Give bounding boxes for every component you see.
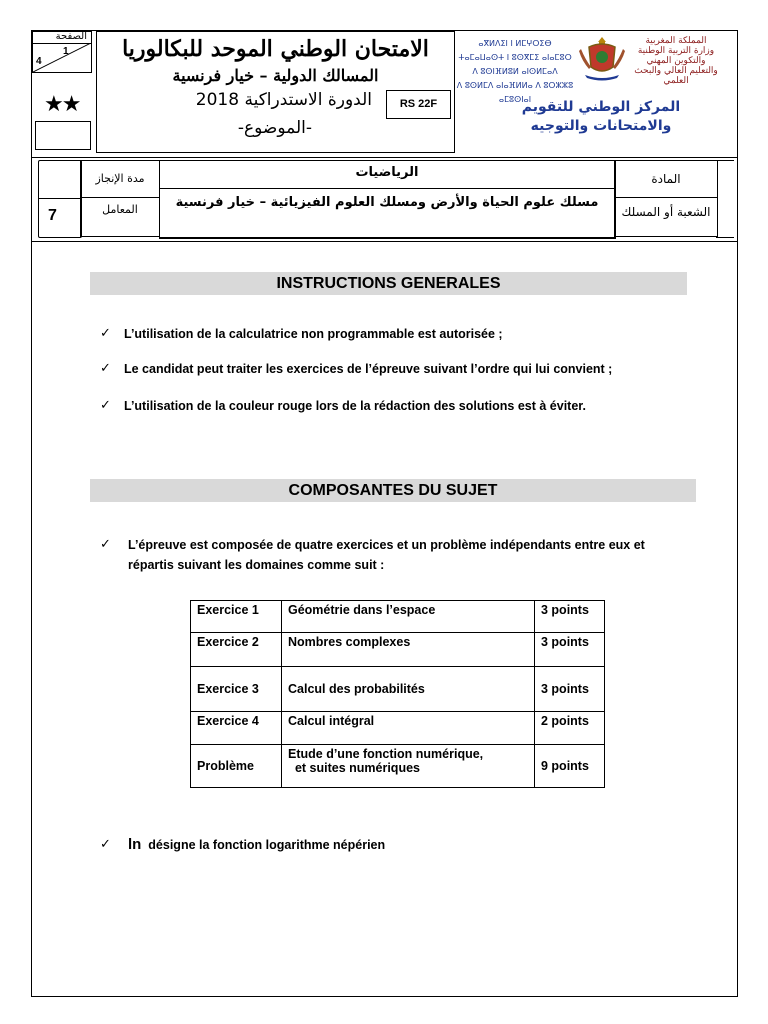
exercise-domain: Calcul des probabilités — [282, 667, 535, 712]
star-icon: ★★ — [44, 92, 80, 117]
band-border — [31, 241, 737, 242]
ln-symbol: ln — [128, 836, 142, 853]
instructions-title: INSTRUCTIONS GENERALES — [90, 272, 687, 295]
ln-description: désigne la fonction logarithme népérien — [148, 838, 386, 852]
table-row — [191, 667, 605, 712]
checkmark-icon: ✓ — [100, 361, 111, 376]
checkmark-icon: ✓ — [100, 398, 111, 413]
exam-code: RS 22F — [386, 90, 451, 119]
centre-name: المركز الوطني للتقويم والامتحانات والتوجيه — [521, 99, 681, 134]
track-field-label: الشعبة أو المسلك — [614, 197, 718, 237]
exam-tracks: المسالك الدولية – خيار فرنسية — [172, 66, 379, 85]
subject-label: -الموضوع- — [237, 118, 312, 138]
emblem-icon — [577, 33, 627, 81]
exercise-name: Exercice 1 — [191, 601, 282, 633]
page-current: 1 — [63, 46, 69, 57]
checkmark-icon: ✓ — [100, 837, 111, 852]
exam-session: الدورة الاستدراكية 2018 — [195, 90, 372, 110]
page-label: الصفحة — [55, 31, 87, 42]
exercise-domain: Géométrie dans l’espace — [282, 601, 535, 633]
checkmark-icon: ✓ — [100, 326, 111, 341]
exercise-name: Exercice 3 — [191, 667, 282, 712]
exercise-name: Exercice 4 — [191, 712, 282, 745]
checkmark-icon: ✓ — [100, 537, 111, 552]
exercise-points: 3 points — [535, 633, 605, 667]
coefficient-box — [38, 160, 82, 238]
coefficient-value: 7 — [48, 207, 57, 224]
exam-title: الامتحان الوطني الموحد للبكالوريا — [122, 36, 429, 62]
table-row — [191, 745, 605, 788]
coefficient-label: المعامل — [80, 197, 160, 237]
ministry-name: المملكة المغربية وزارة التربية الوطنية والتكوين المهني والتعليم العالي والبحث العلمي — [634, 36, 718, 86]
page-total: 4 — [36, 56, 42, 67]
instruction-item: ✓ L’utilisation de la calculatrice non programmable est autorisée ; — [124, 324, 503, 344]
composantes-title: COMPOSANTES DU SUJET — [90, 479, 696, 502]
exercise-domain: Etude d’une fonction numérique, et suites numériques — [282, 745, 535, 788]
subject-value: الرياضيات — [355, 165, 419, 180]
exercise-points: 3 points — [535, 601, 605, 633]
composantes-table — [190, 600, 605, 788]
exercise-points: 9 points — [535, 745, 605, 788]
ln-note — [100, 835, 386, 855]
blank-box — [35, 121, 91, 150]
band-border — [31, 157, 737, 158]
duration-label: مدة الإنجاز — [80, 160, 160, 198]
track-value: مسلك علوم الحياة والأرض ومسلك العلوم الفيزيائية – خيار فرنسية — [175, 195, 599, 210]
exercise-name: Exercice 2 — [191, 633, 282, 667]
exercise-points: 3 points — [535, 667, 605, 712]
composantes-intro: ✓ L’épreuve est composée de quatre exercices et un problème indépendants entre eux et répartis suivant les domaines comme suit : — [100, 537, 645, 572]
instruction-item: ✓ L’utilisation de la couleur rouge lors de la rédaction des solutions est à éviter. — [124, 396, 586, 416]
instruction-item: ✓ Le candidat peut traiter les exercices de l’épreuve suivant l’ordre qui lui convient ; — [124, 359, 612, 379]
exercise-domain: Calcul intégral — [282, 712, 535, 745]
table-row — [191, 601, 605, 633]
band-edge — [716, 160, 734, 238]
table-row — [191, 712, 605, 745]
exercise-points: 2 points — [535, 712, 605, 745]
page-number-box — [32, 31, 92, 73]
exercise-domain: Nombres complexes — [282, 633, 535, 667]
exercise-name: Problème — [191, 745, 282, 788]
subject-box — [159, 160, 616, 239]
subject-field-label: المادة — [614, 160, 718, 198]
table-row — [191, 633, 605, 667]
tifinagh-text: ⴰⴳⵍⴷⵉⵏ ⵏ ⵍⵎⵖⵔⵉⴱ ⵜⴰⵎⴰⵡⴰⵙⵜ ⵏ ⵓⵙⴳⵎⵉ ⴰⵏⴰⵎⵓⵔ ⴷ ⵓⵙⵏⴼⵍⵓⵍ ⴰⵏⵙⵍⵎⴰⴷ ⴷ ⵓⵙⵍⵎⴷ ⴰⵏⴰⴼⵍⵍⴰ ⴷ ⵓⵔⵣⵣⵓ ⴰⵎⵓⵙⵏⴰⵏ — [456, 39, 574, 104]
